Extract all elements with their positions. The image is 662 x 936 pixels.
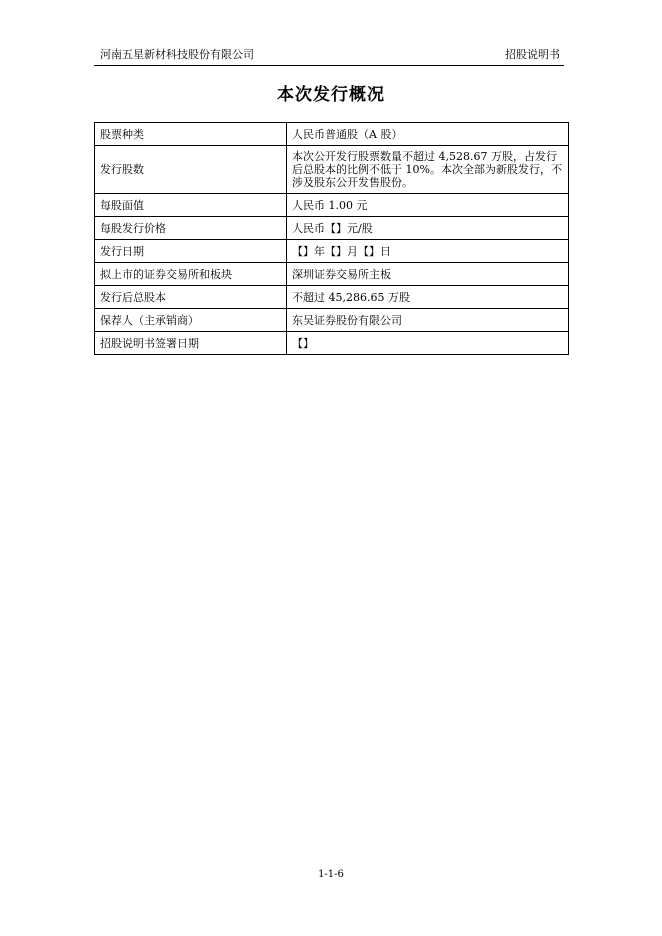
table-row bbox=[95, 332, 569, 355]
row-label: 拟上市的证券交易所和板块 bbox=[95, 263, 287, 286]
table-row bbox=[95, 309, 569, 332]
row-value: 人民币普通股（A 股） bbox=[287, 123, 569, 146]
table-row bbox=[95, 217, 569, 240]
row-value: 【】年【】月【】日 bbox=[287, 240, 569, 263]
header-company-name: 河南五星新材科技股份有限公司 bbox=[100, 48, 254, 61]
row-value: 东吴证券股份有限公司 bbox=[287, 309, 569, 332]
table-row bbox=[95, 146, 569, 194]
page-number: 1-1-6 bbox=[318, 869, 344, 880]
row-label: 每股发行价格 bbox=[95, 217, 287, 240]
header-document-type: 招股说明书 bbox=[505, 48, 560, 61]
row-value: 深圳证券交易所主板 bbox=[287, 263, 569, 286]
row-label: 保荐人（主承销商） bbox=[95, 309, 287, 332]
page-header bbox=[94, 47, 564, 66]
table-row bbox=[95, 286, 569, 309]
row-label: 发行日期 bbox=[95, 240, 287, 263]
offering-overview-table bbox=[94, 122, 569, 355]
table-row bbox=[95, 194, 569, 217]
row-label: 发行股数 bbox=[95, 146, 287, 194]
row-value: 【】 bbox=[287, 332, 569, 355]
table-row bbox=[95, 240, 569, 263]
row-label: 每股面值 bbox=[95, 194, 287, 217]
page-title: 本次发行概况 bbox=[277, 85, 385, 105]
row-label: 招股说明书签署日期 bbox=[95, 332, 287, 355]
row-value: 人民币【】元/股 bbox=[287, 217, 569, 240]
row-label: 发行后总股本 bbox=[95, 286, 287, 309]
table-row bbox=[95, 123, 569, 146]
table-row bbox=[95, 263, 569, 286]
row-value: 人民币 1.00 元 bbox=[287, 194, 569, 217]
row-value: 不超过 45,286.65 万股 bbox=[287, 286, 569, 309]
row-label: 股票种类 bbox=[95, 123, 287, 146]
row-value: 本次公开发行股票数量不超过 4,528.67 万股，占发行后总股本的比例不低于 10%。本次全部为新股发行，不涉及股东公开发售股份。 bbox=[287, 146, 569, 194]
